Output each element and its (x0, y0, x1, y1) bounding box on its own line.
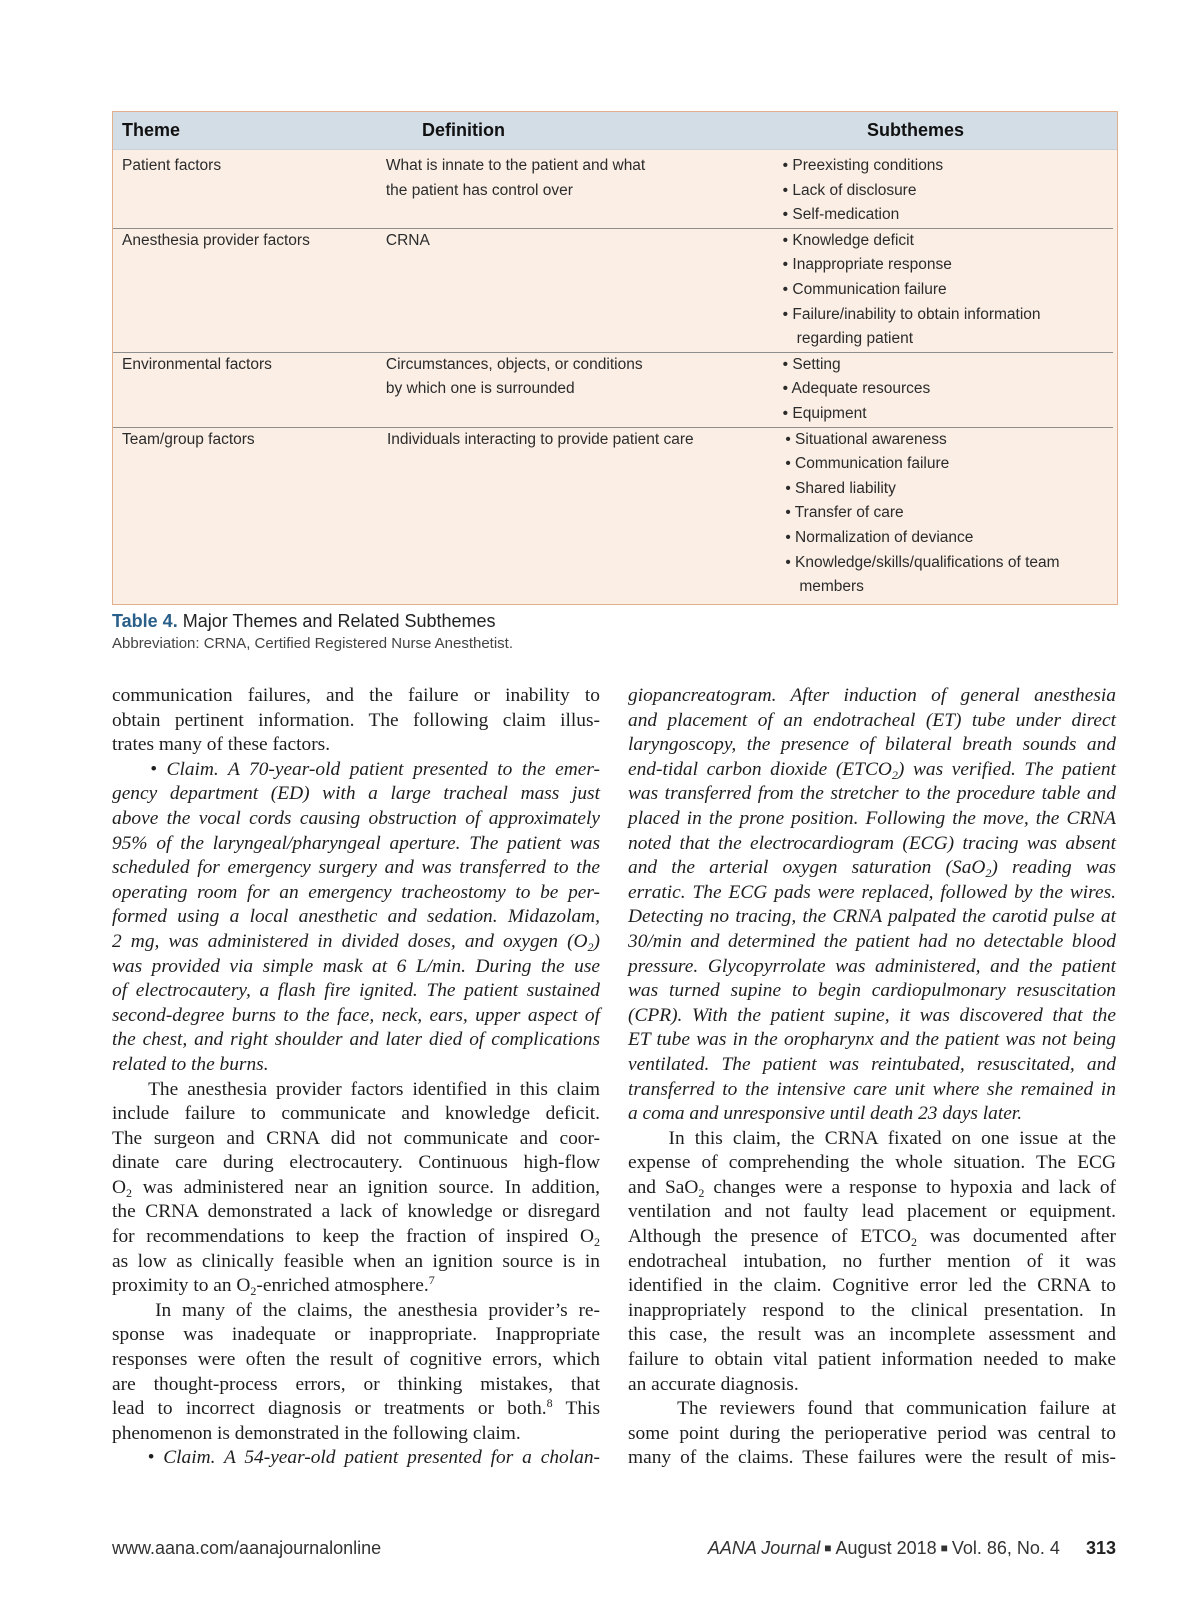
text-line: and SaO$_2$ changes were a response to hypoxia and lack of (628, 1176, 1116, 1200)
text-line: and placement of an endotracheal (ET) tube under direct (628, 709, 1116, 731)
text-line: The surgeon and CRNA did not communicate and coor- (112, 1127, 600, 1149)
table-header-row (113, 112, 1117, 150)
text-line: $O_2$ was administered near an ignition source. In addition, (112, 1176, 600, 1200)
definition-line: Individuals interacting to provide patient care (386, 430, 694, 448)
subtheme-item: • Failure/inability to obtain information (782, 305, 1041, 323)
caption-label: Table 4. (112, 611, 178, 631)
text-line: transferred to the intensive care unit where she remained in (628, 1078, 1116, 1100)
subtheme-item-continued: regarding patient (796, 330, 914, 348)
text-line: Although the presence of $ETCO_2$ was documented after (628, 1226, 1116, 1250)
text-line: scheduled for emergency surgery and was transferred to the (112, 857, 600, 879)
square-bullet-icon: ■ (940, 1541, 948, 1555)
subtheme-item: • Adequate resources (782, 380, 931, 398)
text-line: proximity to an $O_2$-enriched atmosphere.$^7$ (112, 1273, 435, 1299)
definition-line: What is innate to the patient and what (385, 157, 646, 174)
text-line: • Claim. A 54-year-old patient presented for a cholan- (112, 1447, 600, 1469)
subtheme-item: • Equipment (782, 404, 867, 422)
text-line: pressure. Glycopyrrolate was administered, and the patient (628, 955, 1116, 977)
text-line: placed in the prone position. Following the move, the CRNA (628, 807, 1116, 829)
text-line: the CRNA demonstrated a lack of knowledge or disregard (112, 1201, 600, 1223)
text-line: ventilated. The patient was reintubated, resuscitated, and (628, 1053, 1116, 1075)
header-subthemes: Subthemes (867, 120, 965, 140)
text-line: Detecting no tracing, the CRNA palpated the carotid pulse at (628, 906, 1116, 928)
themes-table (112, 111, 1118, 605)
subthemes-cell (785, 428, 1117, 600)
text-line: of electrocautery, a flash fire ignited. The patient sustained (112, 980, 600, 1002)
text-line: operating room for an emergency tracheostomy to be per- (112, 881, 600, 903)
text-line: end-tidal carbon dioxide $(ETCO_2)$ was verified. The patient (628, 758, 1116, 782)
text-line: sponse was inadequate or inappropriate. Inappropriate (112, 1324, 600, 1346)
text-line: The reviewers found that communication failure at (628, 1398, 1116, 1420)
text-line: include failure to communicate and knowledge deficit. (112, 1103, 600, 1125)
text-line: (CPR). With the patient supine, it was discovered that the (628, 1004, 1116, 1026)
definition-cell (386, 229, 783, 353)
definition-line: the patient has control over (385, 181, 573, 199)
table-row (113, 229, 1113, 353)
text-line: endotracheal intubation, no further mention of it was (628, 1250, 1116, 1272)
text-line: this case, the result was an incomplete assessment and (628, 1324, 1116, 1346)
subtheme-item: • Inappropriate response (782, 256, 952, 274)
table-body (113, 150, 1117, 604)
caption-abbreviation: Abbreviation: CRNA, Certified Registered Nurse Anesthetist. (112, 635, 514, 652)
text-line: inappropriately respond to the clinical presentation. In (628, 1299, 1116, 1321)
text-line: some point during the perioperative period was central to (628, 1422, 1116, 1444)
text-line: the chest, and right shoulder and later died of complications (112, 1029, 600, 1051)
definition-line: CRNA (385, 231, 430, 249)
journal-citation (708, 1538, 1116, 1559)
subtheme-item-continued: members (799, 578, 864, 596)
theme-cell: Anesthesia provider factors (113, 229, 386, 353)
text-line: failure to obtain vital patient information needed to make (628, 1349, 1116, 1371)
text-line: ET tube was in the oropharynx and the patient was not being (628, 1029, 1116, 1051)
subtheme-item: • Shared liability (785, 479, 896, 497)
subtheme-item: • Knowledge/skills/qualifications of team (785, 553, 1060, 571)
text-line: lead to incorrect diagnosis or treatments or both.$^8$ This (112, 1396, 600, 1420)
text-line: identified in the claim. Cognitive error led the CRNA to (628, 1275, 1116, 1297)
subthemes-cell (783, 353, 1113, 428)
text-line: for recommendations to keep the fraction of inspired $O_2$ (112, 1226, 600, 1250)
text-line: giopancreatogram. After induction of general anesthesia (628, 685, 1116, 706)
text-line: In this claim, the CRNA fixated on one issue at the (628, 1127, 1116, 1149)
subtheme-item: • Knowledge deficit (782, 231, 914, 249)
text-line: formed using a local anesthetic and sedation. Midazolam, (112, 906, 600, 928)
text-line: related to the burns. (112, 1053, 269, 1075)
text-line: was provided via simple mask at 6 L/min. During the use (112, 955, 600, 977)
text-line: trates many of these factors. (112, 734, 331, 756)
subthemes-cell (783, 229, 1113, 353)
text-line: 2 mg, was administered in divided doses, and oxygen $(O_2)$ (112, 930, 600, 954)
text-line: responses were often the result of cognitive errors, which (112, 1349, 600, 1371)
definition-cell (386, 154, 783, 229)
table-caption (112, 611, 513, 652)
theme-cell: Patient factors (113, 154, 386, 229)
page-number: 313 (1085, 1538, 1116, 1558)
text-line: a coma and unresponsive until death 23 days later. (628, 1103, 1023, 1125)
text-line: 95% of the laryngeal/pharyngeal aperture. The patient was (112, 832, 600, 854)
text-line: expense of comprehending the whole situation. The ECG (628, 1152, 1116, 1174)
subtheme-item: • Preexisting conditions (782, 157, 944, 174)
text-line: dinate care during electrocautery. Continuous high-flow (112, 1152, 600, 1174)
text-line: obtain pertinent information. The following claim illus- (112, 709, 600, 731)
text-line: ventilation and not faulty lead placement or equipment. (628, 1201, 1116, 1223)
text-line: noted that the electrocardiogram (ECG) tracing was absent (628, 832, 1116, 854)
definition-cell (387, 428, 785, 600)
text-line: as low as clinically feasible when an ignition source is in (112, 1250, 600, 1272)
text-line: are thought-process errors, or thinking mistakes, that (112, 1373, 600, 1395)
table-row (113, 353, 1113, 428)
theme-cell: Environmental factors (113, 353, 386, 428)
text-line: laryngoscopy, the presence of bilateral breath sounds and (628, 734, 1116, 756)
text-line: an accurate diagnosis. (628, 1373, 799, 1395)
header-theme: Theme (122, 120, 181, 140)
text-line: communication failures, and the failure or inability to (112, 685, 600, 706)
header-definition: Definition (422, 120, 505, 140)
subtheme-item: • Transfer of care (785, 504, 904, 522)
text-line: above the vocal cords causing obstruction of approximately (112, 807, 600, 829)
journal-url[interactable]: www.aana.com/aanajournalonline (112, 1538, 382, 1558)
text-line: many of the claims. These failures were the result of mis- (628, 1447, 1116, 1469)
text-line: • Claim. A 70-year-old patient presented to the emer- (112, 758, 600, 780)
theme-cell: Team/group factors (122, 430, 255, 448)
text-line: was transferred from the stretcher to the procedure table and (628, 783, 1116, 805)
volume-issue: Vol. 86, No. 4 (951, 1538, 1060, 1558)
text-line: and the arterial oxygen saturation (SaO$_2$) reading was (628, 857, 1116, 881)
text-line: The anesthesia provider factors identified in this claim (112, 1078, 600, 1100)
subtheme-item: • Setting (782, 355, 841, 373)
definition-line: Circumstances, objects, or conditions (385, 355, 643, 373)
issue-date: August 2018 (835, 1538, 937, 1558)
journal-name: AANA Journal (707, 1538, 821, 1558)
text-line: In many of the claims, the anesthesia provider’s re- (112, 1299, 600, 1321)
subtheme-item: • Communication failure (785, 455, 950, 473)
caption-title: Major Themes and Related Subthemes (182, 611, 496, 631)
text-line: 30/min and determined the patient had no detectable blood (628, 930, 1116, 952)
subtheme-item: • Normalization of deviance (785, 528, 974, 546)
text-line: gency department (ED) with a large tracheal mass just (112, 783, 600, 805)
subthemes-cell (783, 154, 1113, 229)
body-column-right (628, 684, 1116, 1471)
table-row (113, 428, 1117, 600)
subtheme-item: • Communication failure (782, 280, 947, 298)
square-bullet-icon: ■ (824, 1541, 832, 1555)
body-column-left (112, 684, 600, 1471)
text-line: erratic. The ECG pads were replaced, followed by the wires. (628, 881, 1116, 903)
definition-line: by which one is surrounded (385, 380, 575, 398)
definition-cell (386, 353, 783, 428)
caption-title-line (112, 611, 513, 632)
table-row (113, 150, 1113, 229)
subtheme-item: • Situational awareness (785, 430, 947, 448)
text-line: was turned supine to begin cardiopulmonary resuscitation (628, 980, 1116, 1002)
text-line: phenomenon is demonstrated in the following claim. (112, 1422, 521, 1444)
subtheme-item: • Self-medication (782, 206, 900, 224)
text-line: second-degree burns to the face, neck, ears, upper aspect of (112, 1004, 600, 1026)
subtheme-item: • Lack of disclosure (782, 181, 917, 199)
